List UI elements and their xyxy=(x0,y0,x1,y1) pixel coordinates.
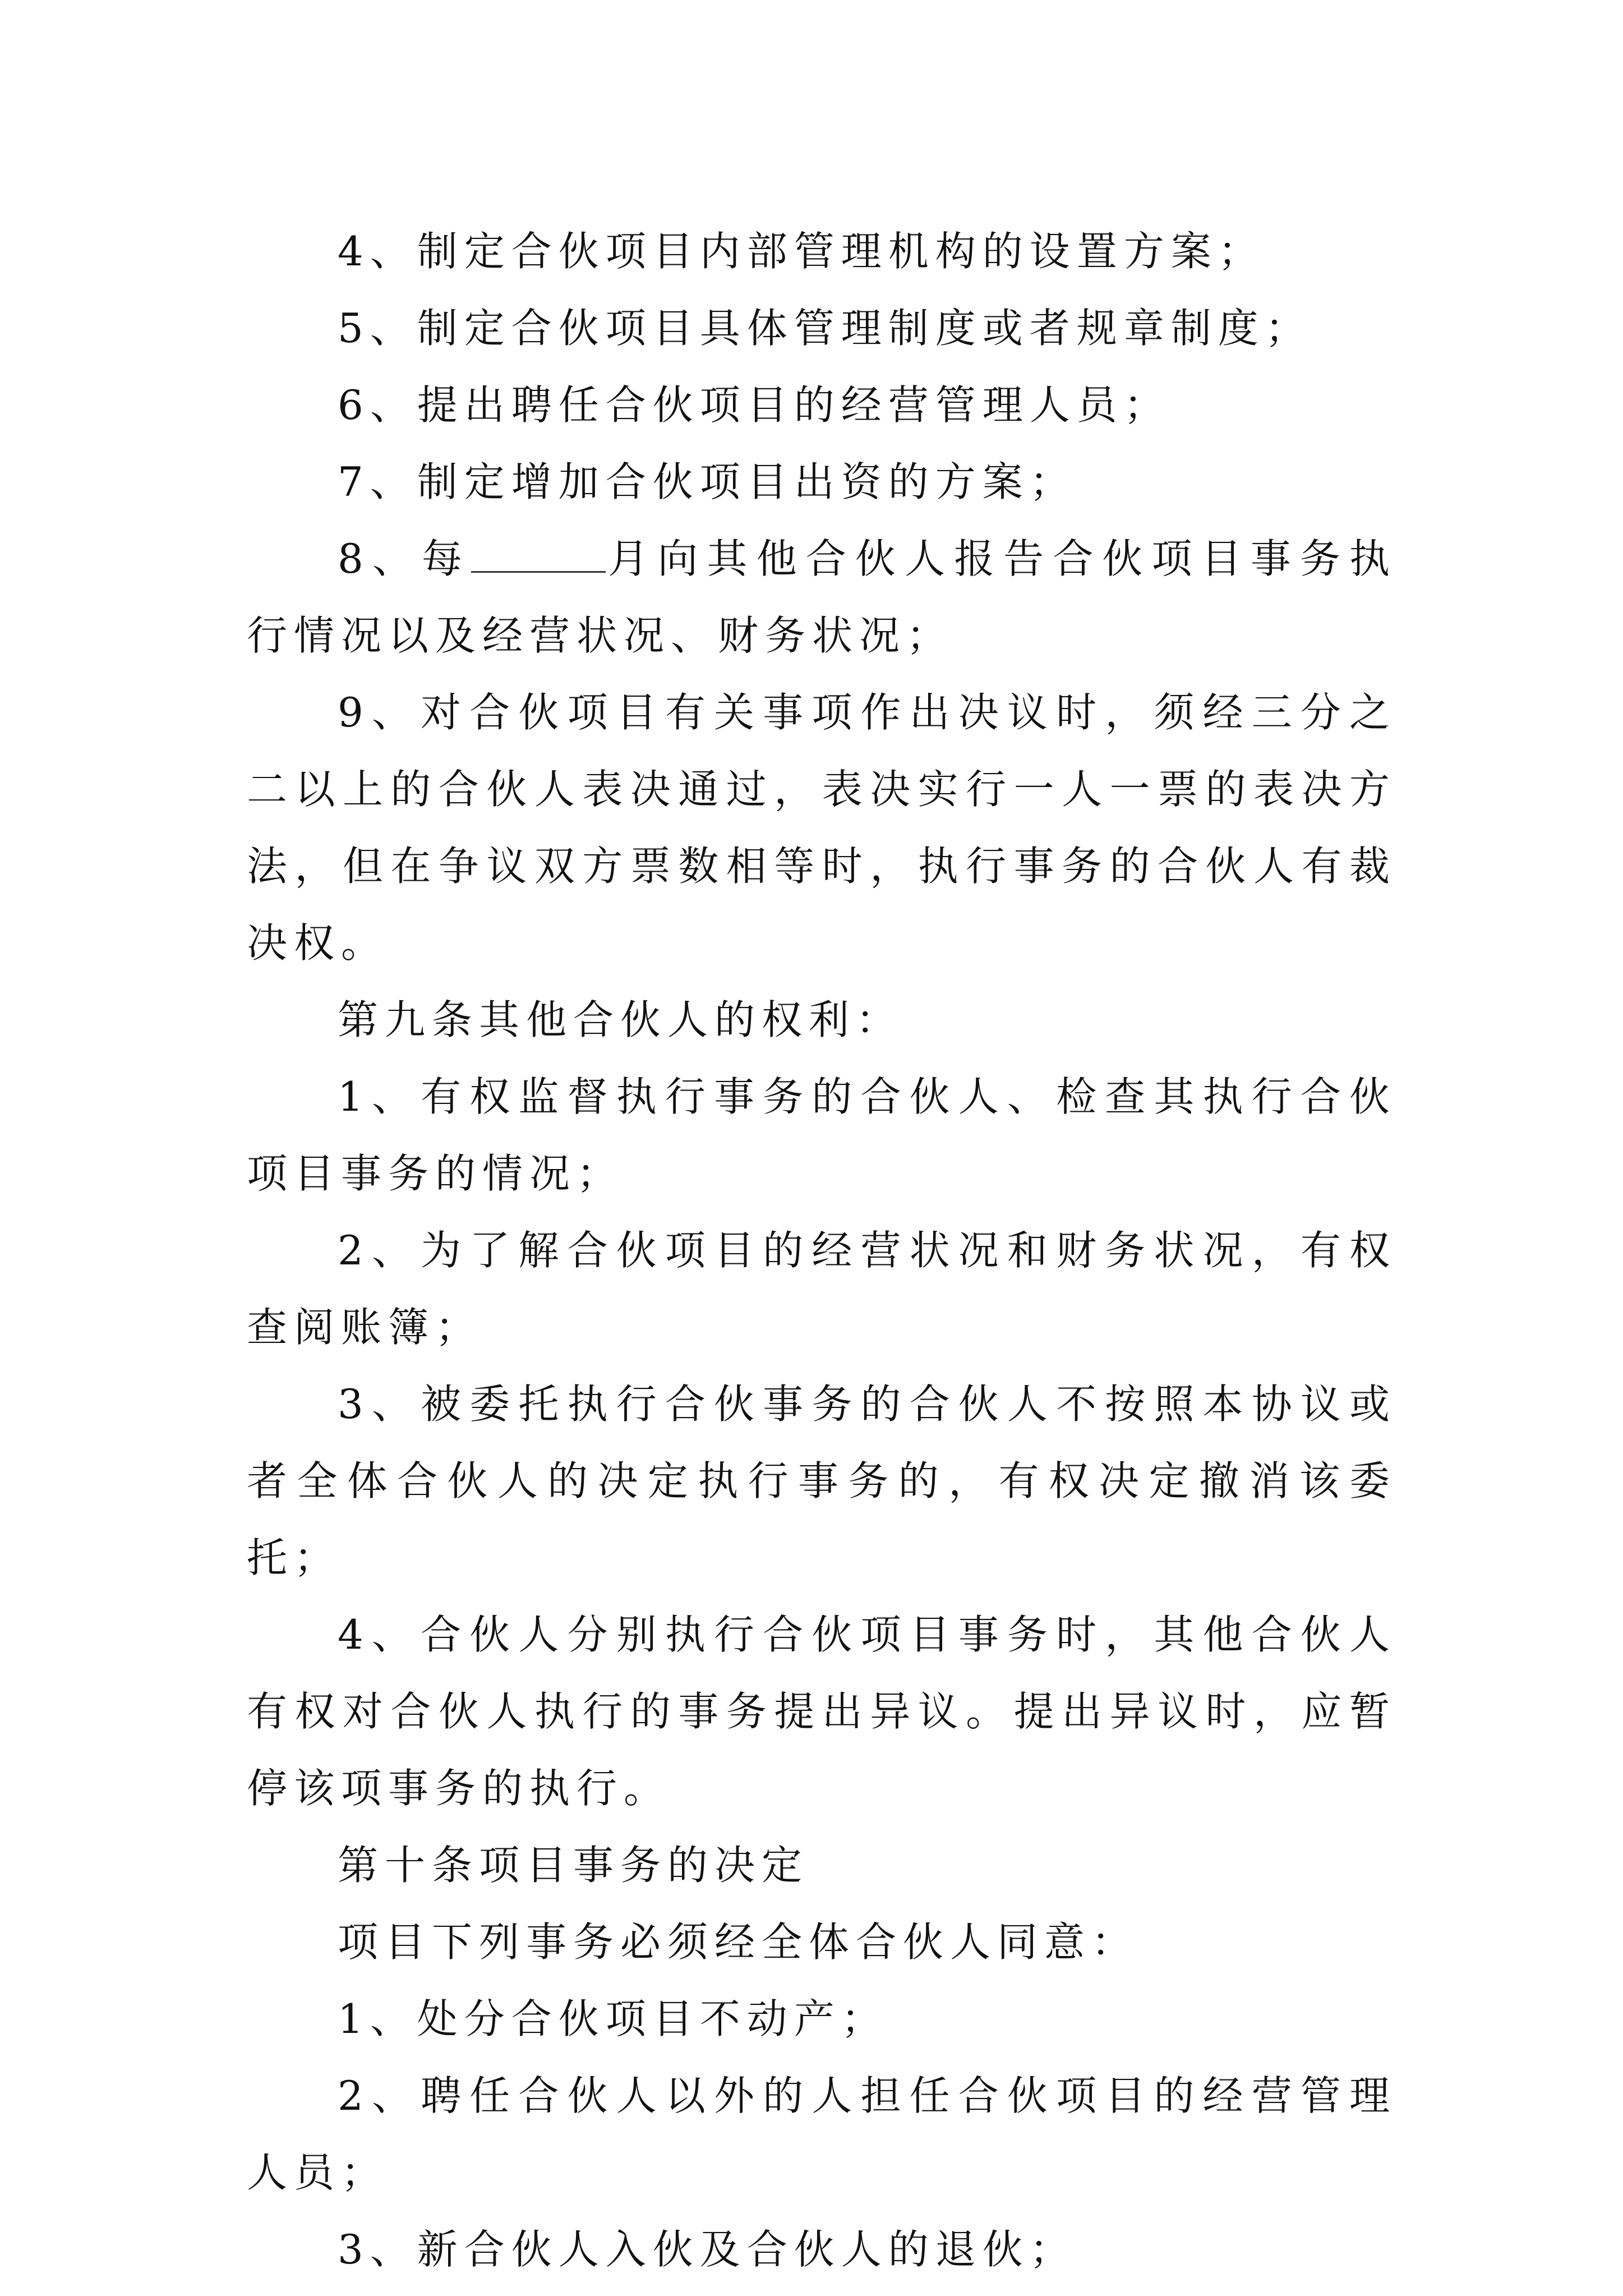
article-10-intro: 项目下列事务必须经全体合伙人同意： xyxy=(338,1918,1139,1966)
fill-in-blank xyxy=(471,537,606,573)
paragraph-decision-2: 2、聘任合伙人以外的人担任合伙项目的经营管理人员； xyxy=(247,2072,1396,2196)
paragraph-rights-3: 3、被委托执行合伙事务的合伙人不按照本协议或者全体合伙人的决定执行事务的，有权决定撤消该委托； xyxy=(247,1381,1396,1581)
paragraph-rights-2: 2、为了解合伙项目的经营状况和财务状况，有权查阅账簿； xyxy=(247,1227,1396,1351)
paragraph-decision-1: 1、处分合伙项目不动产； xyxy=(338,1995,888,2042)
paragraph-item-4: 4、制定合伙项目内部管理机构的设置方案； xyxy=(338,228,1265,275)
paragraph-rights-1: 1、有权监督执行事务的合伙人、检查其执行合伙项目事务的情况； xyxy=(247,1073,1396,1197)
paragraph-item-7: 7、制定增加合伙项目出资的方案； xyxy=(338,458,1077,505)
paragraph-item-5: 5、制定合伙项目具体管理制度或者规章制度； xyxy=(338,305,1312,352)
paragraph-decision-3: 3、新合伙人入伙及合伙人的退伙； xyxy=(338,2226,1077,2273)
item-8-prefix: 8、每 xyxy=(338,535,472,582)
paragraph-item-8 xyxy=(247,521,1396,674)
paragraph-rights-4: 4、合伙人分别执行合伙项目事务时，其他合伙人有权对合伙人执行的事务提出异议。提出异议时，应暂停该项事务的执行。 xyxy=(247,1611,1396,1812)
paragraph-item-9: 9、对合伙项目有关事项作出决议时，须经三分之二以上的合伙人表决通过，表决实行一人一票的表决方法，但在争议双方票数相等时，执行事务的合伙人有裁决权。 xyxy=(247,689,1396,967)
article-9-heading: 第九条其他合伙人的权利： xyxy=(338,996,903,1043)
item-8-suffix: 月向其他合伙人报告合伙项目事务执行情况以及经营状况、财务状况； xyxy=(247,535,1396,659)
paragraph-item-6: 6、提出聘任合伙项目的经营管理人员； xyxy=(338,381,1171,429)
document-page xyxy=(247,213,1396,2288)
article-10-heading: 第十条项目事务的决定 xyxy=(338,1842,809,1889)
